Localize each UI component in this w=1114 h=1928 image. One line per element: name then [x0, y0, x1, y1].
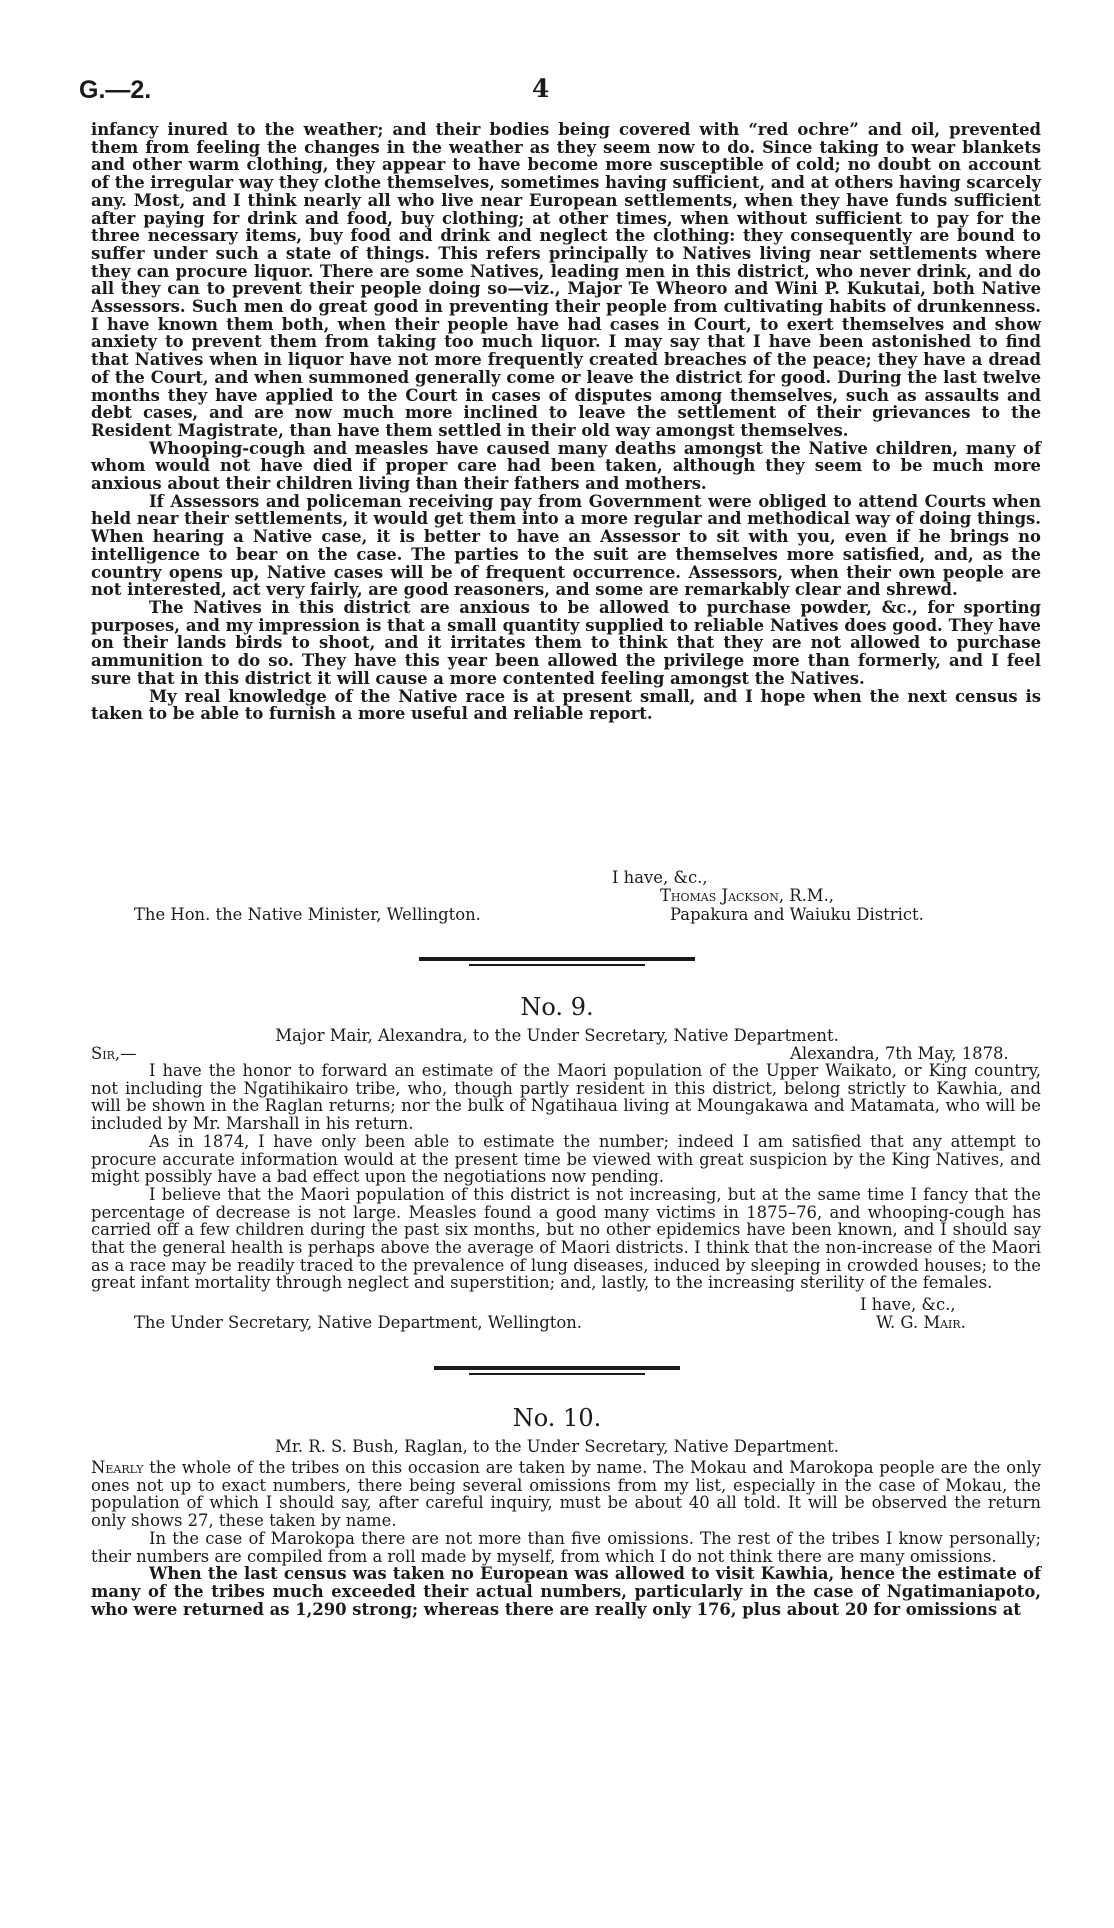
page-number: 4: [532, 74, 550, 103]
signature: Thomas Jackson, R.M.,: [660, 886, 834, 905]
signer-place: Papakura and Waiuku District.: [670, 905, 924, 924]
paragraph: In the case of Marokopa there are not more than five omissions. The rest of the tribes I know personally; their numbers are compiled from a roll made by myself, from which I do not think there are many omissions.: [91, 1528, 1041, 1566]
letter-subhead: Major Mair, Alexandra, to the Under Secretary, Native Department.: [275, 1026, 839, 1045]
closing: I have, &c.,: [860, 1295, 956, 1314]
addressee: The Hon. the Native Minister, Wellington.: [134, 905, 481, 924]
salutation: Sir,—: [91, 1044, 137, 1063]
letter-continuation: [91, 121, 1041, 723]
paragraph: infancy inured to the weather; and their bodies being covered with “red ochre” and oil, prevented them from feeling the changes in the weather as they seem now to do. Since taking to wear blankets and other warm clothing, they appear to have become more susceptible of cold; no doubt on account of the irregular way they clothe themselves, sometimes having sufficient, and at others having scarcely any. Most, and I think nearly all who live near European settlements, when they have funds sufficient after paying for drink and food, buy clothing; at other times, when without sufficient to pay for the three necessary items, buy food and drink and neglect the clothing: they consequently are bound to suffer under such a state of things. This refers principally to Natives living near settlements where they can procure liquor. There are some Natives, leading men in this district, who never drink, and do all they can to prevent their people doing so—viz., Major Te Wheoro and Wini P. Kukutai, both Native Assessors. Such men do great good in preventing their people from cultivating habits of drunkenness. I have known them both, when their people have had cases in Court, to exert themselves and show anxiety to prevent them from taking too much liquor. I may say that I have been astonished to find that Natives when in liquor have not more frequently created breaches of the peace; they have a dread of the Court, and when summoned generally come or leave the district for good. During the last twelve months they have applied to the Court in cases of disputes among themselves, such as assaults and debt cases, and are now much more inclined to leave the settlement of their grievances to the Resident Magistrate, than have them settled in their old way amongst themselves.: [91, 120, 1041, 440]
addressee: The Under Secretary, Native Department, Wellington.: [134, 1313, 582, 1332]
section-title-no10: No. 10.: [512, 1404, 602, 1432]
paragraph: As in 1874, I have only been able to estimate the number; indeed I am satisfied that any attempt to procure accurate information would at the present time be viewed with great suspicion by the King Natives, and might possibly have a bad effect upon the negotiations now pending.: [91, 1131, 1041, 1187]
closing: I have, &c.,: [612, 868, 708, 887]
document-reference: G.—2.: [79, 76, 152, 104]
section-divider: [434, 1366, 680, 1370]
section-title-no9: No. 9.: [520, 993, 594, 1021]
paragraph: When the last census was taken no European was allowed to visit Kawhia, hence the estimate of many of the tribes much exceeded their actual numbers, particularly in the case of Ngatimaniapoto, who were returned as 1,290 strong; whereas there are really only 176, plus about 20 for omissions at: [91, 1564, 1041, 1619]
paragraph: I believe that the Maori population of this district is not increasing, but at the same time I fancy that the percentage of decrease is not large. Measles found a good many victims in 1875–76, and whooping-cough has carried off a few children during the past six months, but no other epidemics have been known, and I should say that the general health is perhaps above the average of Maori districts. I think that the non-increase of the Maori as a race may be readily traced to the prevalence of lung diseases, induced by sleeping in crowded houses; to the great infant mortality through neglect and superstition; and, lastly, to the increasing sterility of the females.: [91, 1184, 1041, 1293]
paragraph: Whooping-cough and measles have caused many deaths amongst the Native children, many of whom would not have died if proper care had been taken, although they seem to be much more anxious about their children living than their fathers and mothers.: [91, 438, 1041, 494]
lead-word: Nearly: [91, 1458, 144, 1477]
paragraph: The Natives in this district are anxious to be allowed to purchase powder, &c., for sporting purposes, and my impression is that a small quantity supplied to reliable Natives does good. They have on their lands birds to shoot, and it irritates them to think that they are not allowed to purchase ammunition to do so. They have this year been allowed the privilege more than formerly, and I feel sure that in this district it will cause a more contented feeling amongst the Natives.: [91, 597, 1041, 688]
letter-no10-body: [91, 1459, 1041, 1618]
dateline: Alexandra, 7th May, 1878.: [790, 1044, 1009, 1063]
letter-subhead: Mr. R. S. Bush, Raglan, to the Under Secretary, Native Department.: [275, 1437, 839, 1456]
paragraph: My real knowledge of the Native race is at present small, and I hope when the next census is taken to be able to furnish a more useful and reliable report.: [91, 686, 1041, 724]
signature: W. G. Mair.: [876, 1313, 966, 1332]
section-divider-short: [469, 1373, 645, 1375]
paragraph: If Assessors and policeman receiving pay from Government were obliged to attend Courts when held near their settlements, it would get them into a more regular and methodical way of doing things. When hearing a Native case, it is better to have an Assessor to sit with you, even if he brings no intelligence to bear on the case. The parties to the suit are themselves more satisfied, and, as the country opens up, Native cases will be of frequent occurrence. Assessors, when their own people are not interested, act very fairly, are good reasoners, and some are remarkably clear and shrewd.: [91, 491, 1041, 600]
paragraph-text: the whole of the tribes on this occasion are taken by name. The Mokau and Marokopa people are the only ones not up to exact numbers, there being several omissions from my list, especially in the case of Mokau, the population of which I should say, after careful inquiry, must be about 40 all told. It will be observed the return only shows 27, these taken by name.: [91, 1458, 1041, 1531]
paragraph: [91, 1459, 1041, 1530]
letter-no9-body: [91, 1062, 1041, 1292]
section-divider-short: [469, 964, 645, 966]
section-divider: [419, 957, 695, 961]
paragraph: I have the honor to forward an estimate of the Maori population of the Upper Waikato, or King country, not including the Ngatihikairo tribe, who, though partly resident in this district, belong strictly to Kawhia, and will be shown in the Raglan returns; nor the bulk of Ngatihaua living at Moungakawa and Matamata, who will be included by Mr. Marshall in his return.: [91, 1061, 1041, 1134]
